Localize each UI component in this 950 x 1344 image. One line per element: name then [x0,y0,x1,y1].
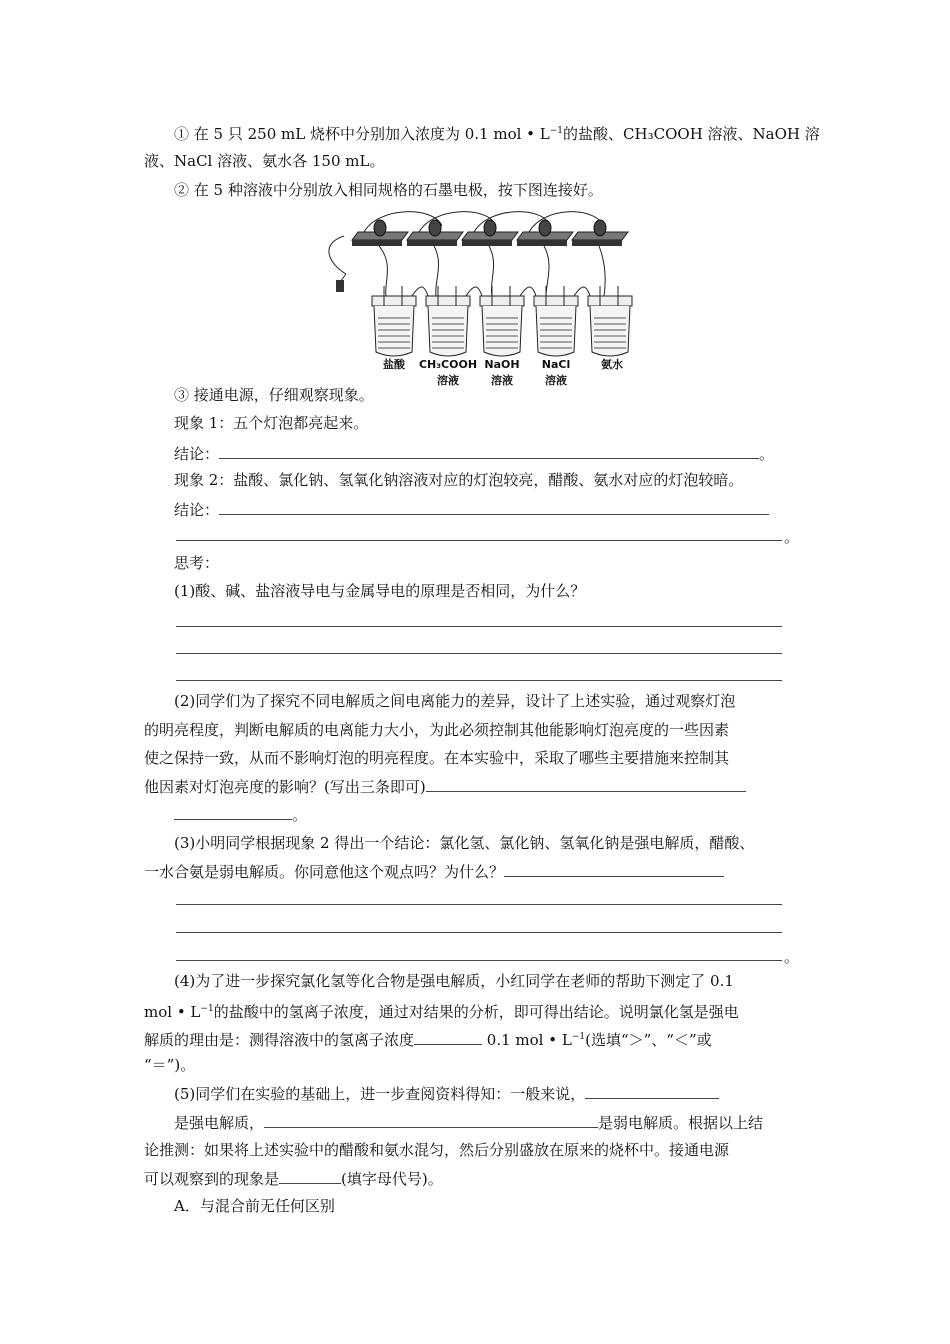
answer-line[interactable] [176,653,782,654]
option-a: A．与混合前无任何区别 [174,1197,335,1215]
beakers [372,286,632,356]
beaker-label: CH₃COOH [418,358,478,371]
answer-blank[interactable] [585,1080,719,1099]
answer-line[interactable] [176,626,782,627]
lamp-boards [352,220,628,246]
step3-text: ③ 接通电源，仔细观察现象。 [174,386,374,404]
question-4-line1: (4)为了进一步探究氯化氢等化合物是强电解质，小红同学在老师的帮助下测定了 0.1 [174,972,734,990]
answer-blank[interactable] [414,1026,482,1045]
question-2-line1: (2)同学们为了探究不同电解质之间电离能力的差异，设计了上述实验，通过观察灯泡 [174,692,736,710]
answer-blank[interactable] [264,1109,598,1128]
answer-line[interactable] [176,680,782,681]
question-3-line2: 一水合氨是弱电解质。你同意他这个观点吗？为什么？ [144,858,724,886]
period: 。 [784,528,800,546]
question-5-line1: (5)同学们在实验的基础上，进一步查阅资料得知：一般来说， [174,1080,719,1108]
question-2-line4: 他因素对灯泡亮度的影响？(写出三条即可) [144,773,746,801]
question-2-line2: 的明亮程度，判断电解质的电离能力大小，为此必须控制其他能影响灯泡亮度的一些因素 [144,721,730,739]
question-5-line2: 是强电解质， 是弱电解质。根据以上结 [174,1109,763,1137]
period: 。 [784,948,800,966]
conclusion-1: 结论： 。 [174,440,774,468]
answer-line[interactable] [176,540,782,541]
question-4-line3: 解质的理由是：测得溶液中的氢离子浓度 0.1 mol • $L^{-1}$(选填“＞”、“＜”或 [144,1024,712,1054]
beaker-label: NaOH [484,358,520,371]
answer-blank[interactable] [504,858,724,877]
think-heading: 思考： [174,554,220,572]
question-3-line1: (3)小明同学根据现象 2 得出一个结论：氯化氢、氯化钠、氢氧化钠是强电解质，醋酸、 [174,834,755,852]
beaker-label-line2: 溶液 [491,374,513,387]
question-2-line5: 。 [174,801,307,829]
phenomenon-2: 现象 2：盐酸、氯化钠、氢氧化钠溶液对应的灯泡较亮，醋酸、氨水对应的灯泡较暗。 [174,471,744,489]
answer-blank[interactable] [426,773,746,792]
step1-line2: 液、NaCl 溶液、氨水各 150 mL。 [144,152,385,170]
plug-icon [336,280,344,292]
conclusion-2: 结论： [174,496,769,524]
question-4-line4: “＝”)。 [144,1056,196,1074]
beaker-label: NaCl [541,358,571,371]
beaker-label: 盐酸 [383,358,405,371]
question-5-line3: 论推测：如果将上述实验中的醋酸和氨水混匀，然后分别盛放在原来的烧杯中。接通电源 [144,1141,730,1159]
question-1: (1)酸、碱、盐溶液导电与金属导电的原理是否相同，为什么？ [174,582,586,600]
answer-blank[interactable] [219,496,769,515]
beaker-label: 氨水 [601,358,623,371]
answer-blank[interactable] [174,801,292,820]
step2-text: ② 在 5 种溶液中分别放入相同规格的石墨电极，按下图连接好。 [174,181,603,199]
answer-blank[interactable] [219,440,759,459]
answer-line[interactable] [176,932,782,933]
beaker-label-line2: 溶液 [545,374,567,387]
answer-line[interactable] [176,960,782,961]
answer-blank[interactable] [279,1165,341,1184]
step1-line1: ① 在 5 只 250 mL 烧杯中分别加入浓度为 0.1 mol • $L^{-1}$的盐酸、CH₃COOH 溶液、NaOH 溶 [174,125,820,143]
question-5-line4: 可以观察到的现象是 (填字母代号)。 [144,1165,443,1193]
phenomenon-1: 现象 1：五个灯泡都亮起来。 [174,414,369,432]
beaker-label-line2: 溶液 [437,374,459,387]
question-2-line3: 使之保持一致，从而不影响灯泡的明亮程度。在本实验中，采取了哪些主要措施来控制其 [144,749,730,767]
circuit-figure [324,204,684,390]
answer-line[interactable] [176,904,782,905]
question-4-line2: mol • $L^{-1}$的盐酸中的氢离子浓度，通过对结果的分析，即可得出结论。说明氯化氢是强电 [144,1003,739,1021]
